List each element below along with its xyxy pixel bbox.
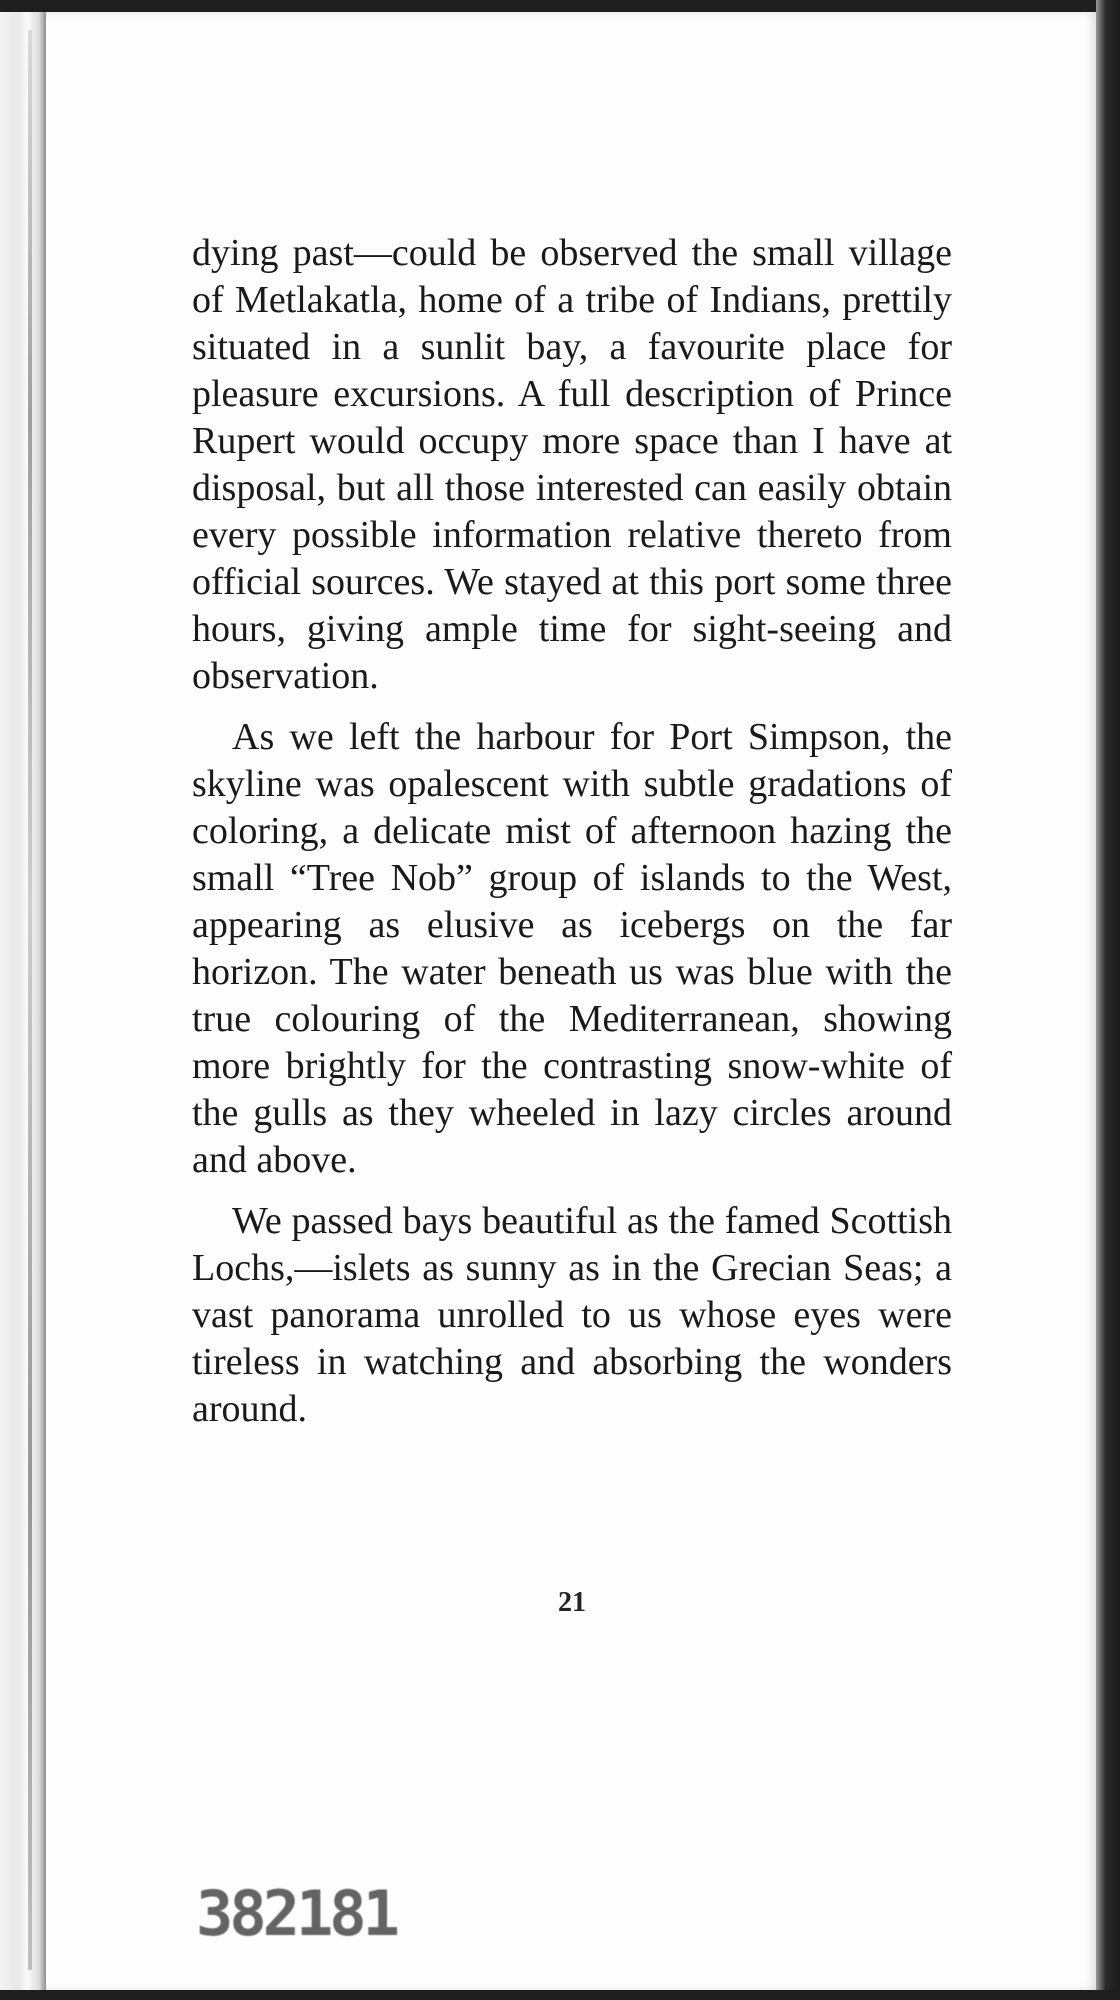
paragraph-1: dying past—could be observed the small village of Metlakatla, home of a tribe of Indians, prettily situated in a sunlit bay, a favourite place for pleasure excursions. A full description of Prince Rupert would occupy more space than I have at disposal, but all those interested can easily obtain every possible information relative thereto from official sources. We stayed at this port some three hours, giving ample time for sight-seeing and observation. <box>192 232 952 697</box>
book-binding <box>0 12 46 1990</box>
paragraph-2: As we left the harbour for Port Simpson, the skyline was opalescent with subtle gradations of coloring, a delicate mist of afternoon hazing the small “Tree Nob” group of islands to the West, appearing as elusive as icebergs on the far horizon. The water beneath us was blue with the true colouring of the Mediterranean, showing more brightly for the contrasting snow-white of the gulls as they wheeled in lazy circles around and above. <box>192 716 952 1181</box>
paragraph-3: We passed bays beautiful as the famed Scottish Lochs,—islets as sunny as in the Grecian Seas; a vast panorama unrolled to us whose eyes were tireless in watching and absorbing the wonders around. <box>192 1200 952 1430</box>
scan-top-border <box>0 0 1120 12</box>
scan-right-edge <box>1096 0 1120 2000</box>
library-stamp: 382181 <box>196 1877 396 1950</box>
binding-edge <box>28 30 32 1970</box>
book-page <box>46 12 1098 1990</box>
scan-bottom-border <box>0 1990 1120 2000</box>
page-text <box>192 230 952 1447</box>
page-number: 21 <box>558 1587 586 1618</box>
